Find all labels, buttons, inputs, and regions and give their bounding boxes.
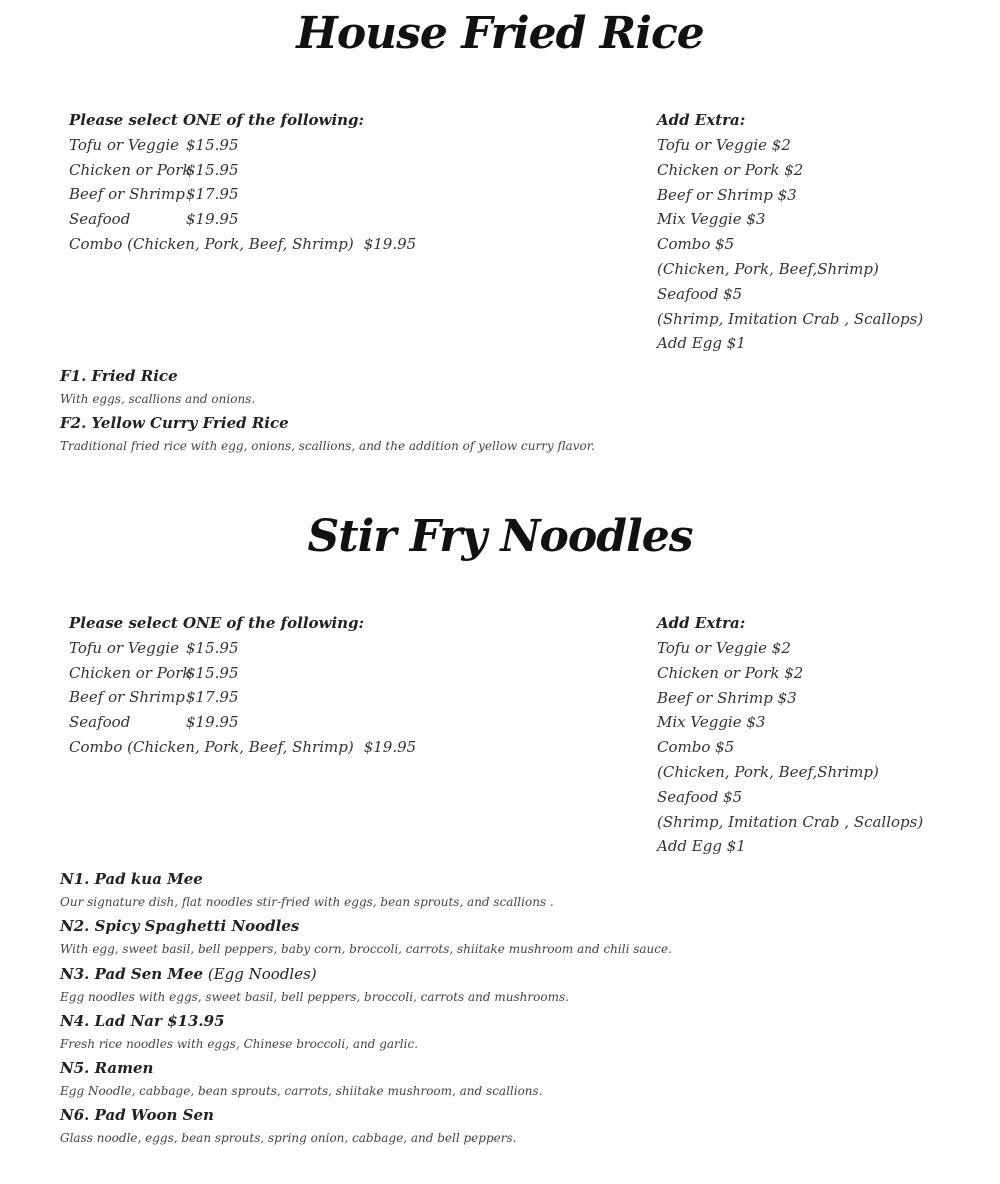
menu-item-desc: Egg Noodle, cabbage, bean sprouts, carrots, shiitake mushroom, and scallions. xyxy=(60,1084,543,1099)
menu-item-title: N2. Spicy Spaghetti Noodles xyxy=(60,917,300,936)
option-row: Seafood $19.95 xyxy=(69,713,239,732)
section-title-noodles: Stir Fry Noodles xyxy=(307,511,693,562)
extra-item: Add Egg $1 xyxy=(657,334,746,353)
menu-item xyxy=(60,1103,672,1150)
menu-item-desc: Egg noodles with eggs, sweet basil, bell peppers, broccoli, carrots and mushrooms. xyxy=(60,989,569,1004)
extra-heading: Add Extra: xyxy=(657,111,746,129)
extra-item: Seafood $5 xyxy=(657,787,743,806)
menu-item xyxy=(60,411,595,458)
option-row: Tofu or Veggie $15.95 xyxy=(69,136,239,154)
menu-items-fried-rice xyxy=(60,364,595,459)
option-row: Beef or Shrimp$17.95 xyxy=(69,185,239,204)
extra-item: Mix Veggie $3 xyxy=(657,713,766,732)
menu-item-title: F2. Yellow Curry Fried Rice xyxy=(60,414,289,433)
extra-item: Beef or Shrimp $3 xyxy=(657,185,797,204)
option-row: Chicken or Pork$15.95 xyxy=(69,663,239,682)
extra-item: (Shrimp, Imitation Crab , Scallops) xyxy=(657,309,924,328)
option-row: Seafood $19.95 xyxy=(69,210,239,229)
option-row: Chicken or Pork$15.95 xyxy=(69,160,239,179)
extra-item: Combo $5 xyxy=(657,738,735,757)
menu-item-desc: Traditional fried rice with egg, onions, scallions, and the addition of yellow curry flavor. xyxy=(60,439,595,454)
options-list-fried-rice xyxy=(69,108,416,256)
extra-item: (Shrimp, Imitation Crab , Scallops) xyxy=(657,812,924,831)
extra-item: Seafood $5 xyxy=(657,284,743,303)
menu-item xyxy=(60,364,595,411)
option-row: Combo (Chicken, Pork, Beef, Shrimp) $19.95 xyxy=(69,737,417,756)
extra-item: Chicken or Pork $2 xyxy=(657,663,804,682)
extra-item: Beef or Shrimp $3 xyxy=(657,688,797,707)
menu-item-title: N4. Lad Nar $13.95 xyxy=(60,1011,225,1030)
menu-items-noodles xyxy=(60,867,672,1151)
menu-item xyxy=(60,1056,672,1103)
section-title-fried-rice: House Fried Rice xyxy=(296,8,704,59)
extra-item: Combo $5 xyxy=(657,235,735,254)
menu-item-title: N5. Ramen xyxy=(60,1059,154,1078)
menu-item xyxy=(60,914,672,961)
extra-heading: Add Extra: xyxy=(657,614,746,632)
menu-item-desc: With eggs, scallions and onions. xyxy=(60,392,256,406)
menu-item xyxy=(60,867,672,914)
menu-item xyxy=(60,962,672,1009)
menu-item-desc: Glass noodle, eggs, bean sprouts, spring onion, cabbage, and bell peppers. xyxy=(60,1131,517,1146)
extras-list-fried-rice xyxy=(657,108,923,356)
extras-list-noodles xyxy=(657,611,923,859)
extra-item: (Chicken, Pork, Beef,Shrimp) xyxy=(657,762,879,781)
select-heading: Please select ONE of the following: xyxy=(69,614,365,632)
extra-item: Mix Veggie $3 xyxy=(657,210,766,229)
extra-item: Tofu or Veggie $2 xyxy=(657,639,791,657)
menu-item-desc: Our signature dish, flat noodles stir-fried with eggs, bean sprouts, and scallions . xyxy=(60,895,554,909)
options-list-noodles xyxy=(69,611,416,759)
option-row: Combo (Chicken, Pork, Beef, Shrimp) $19.95 xyxy=(69,234,417,253)
menu-item xyxy=(60,1009,672,1056)
menu-item-title: N3. Pad Sen Mee (Egg Noodles) xyxy=(60,964,317,983)
extra-item: Tofu or Veggie $2 xyxy=(657,136,791,154)
menu-item-desc: Fresh rice noodles with eggs, Chinese broccoli, and garlic. xyxy=(60,1036,419,1051)
menu-item-title: F1. Fried Rice xyxy=(60,367,178,385)
extra-item: (Chicken, Pork, Beef,Shrimp) xyxy=(657,259,879,278)
option-row: Tofu or Veggie $15.95 xyxy=(69,639,239,657)
extra-item: Chicken or Pork $2 xyxy=(657,160,804,179)
option-row: Beef or Shrimp$17.95 xyxy=(69,688,239,707)
menu-item-title: N6. Pad Woon Sen xyxy=(60,1106,214,1125)
extra-item: Add Egg $1 xyxy=(657,837,746,856)
select-heading: Please select ONE of the following: xyxy=(69,111,365,129)
menu-item-title: N1. Pad kua Mee xyxy=(60,870,203,888)
menu-item-desc: With egg, sweet basil, bell peppers, baby corn, broccoli, carrots, shiitake mushroom and chili sauce. xyxy=(60,942,672,957)
